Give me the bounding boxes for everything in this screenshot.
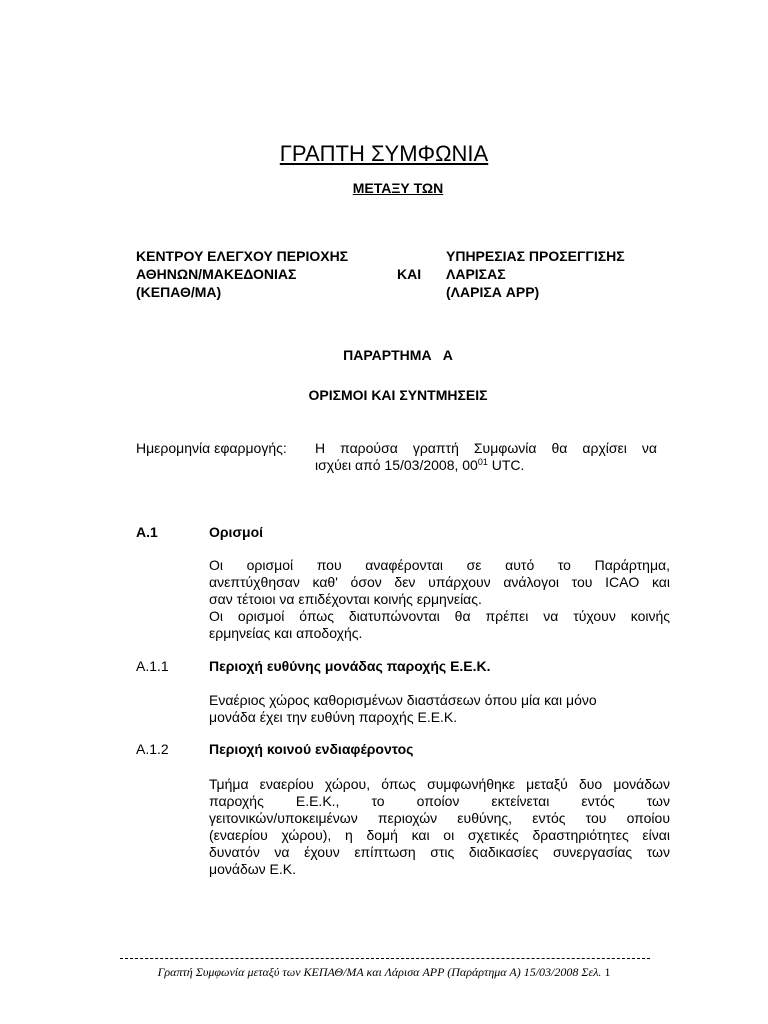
- page-number: 1: [604, 965, 611, 979]
- body-line: (εναερίου χώρου), η δομή και οι σχετικές δραστηριότητες είναι: [209, 827, 670, 843]
- body-line: ανεπτύχθησαν καθ' όσον δεν υπάρχουν ανάλογοι του ICAO και: [209, 574, 670, 590]
- party-right-line: ΥΠΗΡΕΣΙΑΣ ΠΡΟΣΕΓΓΙΣΗΣ: [446, 248, 625, 264]
- annex-heading: ΠΑΡΑΡΤΗΜΑ Α: [343, 347, 453, 363]
- party-right: [446, 247, 625, 301]
- body-line: παροχής Ε.Ε.Κ., το οποίον εκτείνεται εντός των: [209, 793, 670, 809]
- body-line: Οι ορισμοί που αναφέρονται σε αυτό το Παράρτημα,: [209, 557, 670, 573]
- party-left-line: ΑΘΗΝΩΝ/ΜΑΚΕΔΟΝΙΑΣ: [136, 266, 297, 282]
- body-line: μονάδων Ε.Κ.: [209, 861, 297, 877]
- footer-text: Γραπτή Συμφωνία μεταξύ των ΚΕΠΑΘ/ΜΑ και Λάρισα APP (Παράρτημα Α) 15/03/2008 Σελ.: [157, 965, 602, 979]
- section-heading: Περιοχή ευθύνης μονάδας παροχής Ε.Ε.Κ.: [209, 658, 491, 674]
- document-title: ΓΡΑΠΤΗ ΣΥΜΦΩΝΙΑ: [279, 141, 489, 166]
- section-heading: Ορισμοί: [209, 524, 264, 540]
- body-line: μονάδα έχει την ευθύνη παροχής Ε.Ε.Κ.: [209, 709, 458, 725]
- effective-date-line: ισχύει από 15/03/2008, $00^{01}$ UTC.: [315, 457, 525, 473]
- section-body: [209, 776, 670, 878]
- effective-date-text: [315, 440, 657, 474]
- section-body: [209, 557, 670, 642]
- party-left: [136, 247, 348, 301]
- body-line: Εναέριος χώρος καθορισμένων διαστάσεων όπου μία και μόνο: [209, 692, 597, 708]
- body-line: γειτονικών/υποκειμένων περιοχών ευθύνης, εντός του οποίου: [209, 810, 670, 826]
- annex-title: ΟΡΙΣΜΟΙ ΚΑΙ ΣΥΝΤΜΗΣΕΙΣ: [308, 387, 488, 403]
- party-right-line: (ΛΑΡΙΣΑ APP): [446, 284, 540, 300]
- effective-date-label: Ημερομηνία εφαρμογής:: [136, 440, 287, 456]
- section-body: [209, 692, 664, 726]
- section-heading: Περιοχή κοινού ενδιαφέροντος: [209, 741, 414, 757]
- body-line: δυνατόν να έχουν επίπτωση στις διαδικασίες συνεργασίας των: [209, 844, 670, 860]
- section-number: A.1.2: [136, 741, 169, 757]
- section-number: A.1: [136, 524, 158, 540]
- document-subtitle: ΜΕΤΑΞΥ ΤΩΝ: [352, 180, 444, 196]
- body-line: Οι ορισμοί όπως διατυπώνονται θα πρέπει να τύχουν κοινής: [209, 608, 670, 624]
- body-line: ερμηνείας και αποδοχής.: [209, 625, 363, 641]
- effective-date-line: Η παρούσα γραπτή Συμφωνία θα αρχίσει να: [315, 440, 657, 456]
- footer-divider: [120, 958, 650, 959]
- section-number: A.1.1: [136, 658, 169, 674]
- page-footer: [0, 964, 768, 980]
- party-left-line: ΚΕΝΤΡΟΥ ΕΛΕΓΧΟΥ ΠΕΡΙΟΧΗΣ: [136, 248, 349, 264]
- party-left-line: (ΚΕΠΑΘ/ΜΑ): [136, 284, 222, 300]
- party-right-line: ΛΑΡΙΣΑΣ: [446, 266, 506, 282]
- body-line: Τμήμα εναερίου χώρου, όπως συμφωνήθηκε μεταξύ δυο μονάδων: [209, 776, 670, 792]
- party-conjunction: ΚΑΙ: [397, 266, 422, 282]
- body-line: σαν τέτοιοι να επιδέχονται κοινής ερμηνείας.: [209, 591, 482, 607]
